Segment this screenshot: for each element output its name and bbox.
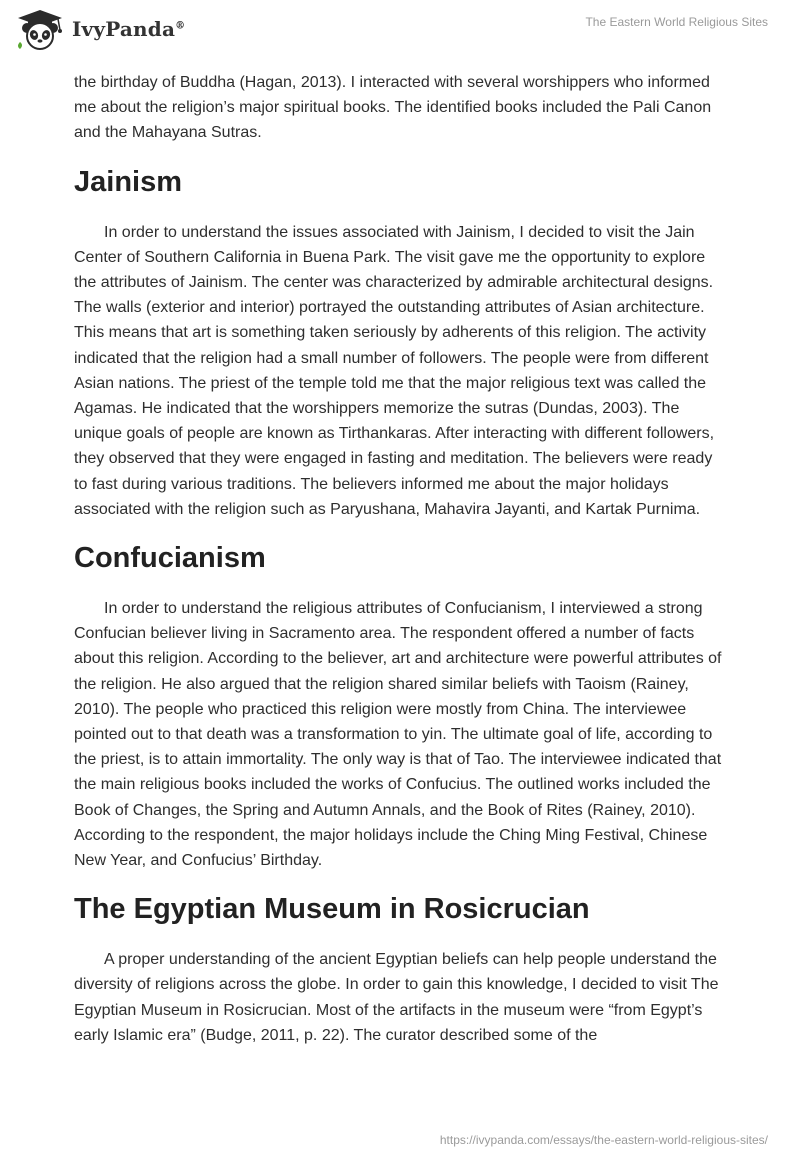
page-header xyxy=(0,0,800,60)
paragraph-jainism: In order to understand the issues associated with Jainism, I decided to visit the Jain Center of Southern California in Buena Park. The visit gave me the opportunity to explore the attributes of Jainism. The center was characterized by admirable architectural designs. The walls (exterior and interior) portrayed the outstanding attributes of Asian architecture. This means that art is something taken seriously by adherents of this religion. The activity indicated that the religion had a small number of followers. The people were from different Asian nations. The priest of the temple told me that the major religious text was called the Agamas. He indicated that the worshippers memorize the sutras (Dundas, 2003). The unique goals of people are known as Tirthankaras. After interacting with different followers, they observed that they were engaged in fasting and meditation. The believers were ready to fast during various traditions. The believers informed me about the major holidays associated with the religion such as Paryushana, Mahavira Jayanti, and Kartak Purnima. xyxy=(74,223,715,518)
heading-jainism: Jainism xyxy=(74,165,182,198)
source-url[interactable]: https://ivypanda.com/essays/the-eastern-world-religious-sites/ xyxy=(439,1133,768,1147)
brand-name: IvyPanda® xyxy=(72,17,186,41)
paragraph-confucianism: In order to understand the religious attributes of Confucianism, I interviewed a strong Confucian believer living in Sacramento area. The respondent offered a number of facts about this religion. According to the believer, art and architecture were powerful attributes of the religion. He also argued that the religion shared similar beliefs with Taoism (Rainey, 2010). The people who practiced this religion were mostly from China. The interviewee pointed out to that death was a transformation to yin. The ultimate goal of life, according to the priest, is to attain immortality. The only way is that of Tao. The interviewee indicated that the main religious books included the works of Confucius. The outlined works included the Book of Changes, the Spring and Autumn Annals, and the Book of Rites (Rainey, 2010). According to the respondent, the major holidays include the Ching Ming Festival, Chinese New Year, and Confucius’ Birthday. xyxy=(74,600,722,870)
paragraph-egyptian-museum: A proper understanding of the ancient Egyptian beliefs can help people understand the diversity of religions across the globe. In order to gain this knowledge, I decided to visit The Egyptian Museum in Rosicrucian. Most of the artifacts in the museum were “from Egypt’s early Islamic era” (Budge, 2011, p. 22). The curator described some of the xyxy=(74,951,719,1044)
document-title: The Eastern World Religious Sites xyxy=(585,15,768,29)
heading-confucianism: Confucianism xyxy=(74,542,266,575)
panda-graduate-icon xyxy=(14,8,66,50)
ivypanda-logo[interactable] xyxy=(14,8,185,50)
essay-body xyxy=(74,70,730,1048)
heading-egyptian-museum: The Egyptian Museum in Rosicrucian xyxy=(74,893,590,926)
paragraph-buddhism-continued: the birthday of Buddha (Hagan, 2013). I interacted with several worshippers who informed me about the religion’s major spiritual books. The identified books included the Pali Canon and the Mahayana Sutras. xyxy=(74,74,712,142)
